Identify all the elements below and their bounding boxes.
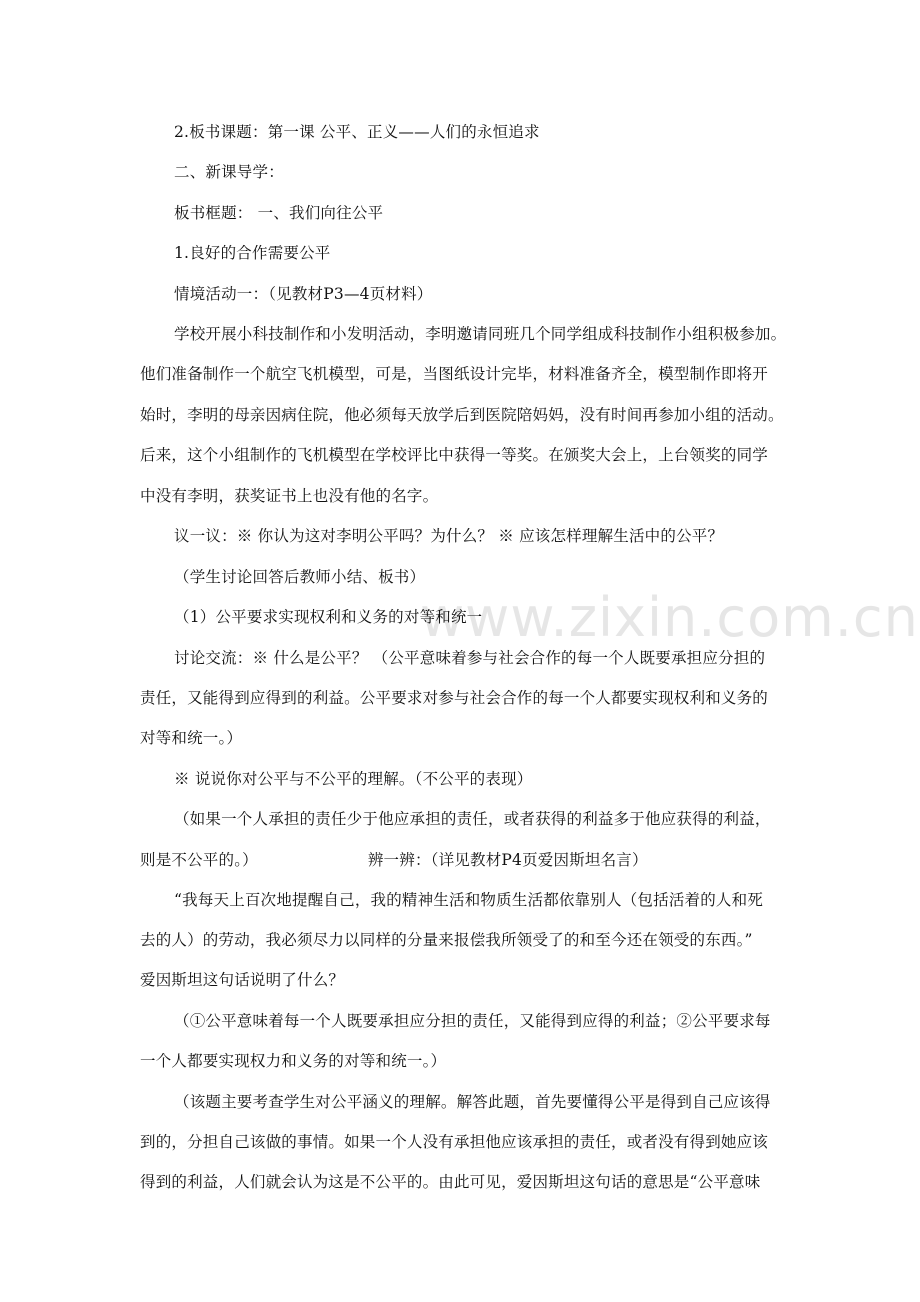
answer-paragraph-line: 一个人都要实现权力和义务的对等和统一。） bbox=[140, 1052, 447, 1070]
frame-title-line: 板书框题： 一、我们向往公平 bbox=[174, 204, 384, 222]
explanation-paragraph-line: （如果一个人承担的责任少于他应承担的责任，或者获得的利益多于他应获得的利益， bbox=[174, 810, 771, 828]
exchange-paragraph-line: 对等和统一。） bbox=[140, 729, 243, 747]
question-line: ※ 说说你对公平与不公平的理解。（不公平的表现） bbox=[174, 770, 533, 788]
answer-paragraph-line: （①公平意味着每一个人既要承担应分担的责任，又能得到应得的利益；②公平要求每 bbox=[174, 1012, 771, 1030]
exchange-paragraph-line: 讨论交流：※ 什么是公平？ （公平意味着参与社会合作的每一个人既要承担应分担的 bbox=[174, 649, 766, 667]
watermark-text: www.zixin.com.cn bbox=[420, 586, 919, 649]
explanation-end-text: 则是不公平的。） bbox=[140, 851, 258, 869]
story-paragraph-line: 始时，李明的母亲因病住院，他必须每天放学后到医院陪妈妈，没有时间再参加小组的活动。 bbox=[140, 406, 784, 424]
point-heading-line: （1）公平要求实现权利和义务的对等和统一 bbox=[174, 608, 483, 626]
discussion-question-line: 议一议：※ 你认为这对李明公平吗？为什么？ ※ 应该怎样理解生活中的公平？ bbox=[174, 527, 724, 545]
quote-paragraph-line: 爱因斯坦这句话说明了什么？ bbox=[140, 971, 345, 989]
lesson-title-line: 2.板书课题：第一课 公平、正义——人们的永恒追求 bbox=[174, 123, 540, 141]
teacher-note-line: （学生讨论回答后教师小结、板书） bbox=[174, 568, 426, 586]
exchange-paragraph-line: 责任，又能得到应得到的利益。公平要求对参与社会合作的每一个人都要实现权利和义务的 bbox=[140, 689, 769, 707]
subheading-line: 1.良好的合作需要公平 bbox=[174, 244, 331, 262]
story-paragraph-line: 他们准备制作一个航空飞机模型，可是，当图纸设计完毕，材料准备齐全，模型制作即将开 bbox=[140, 365, 769, 383]
section-heading: 二、新课导学： bbox=[174, 163, 284, 181]
analysis-paragraph-line: 得到的利益，人们就会认为这是不公平的。由此可见，爱因斯坦这句话的意思是“公平意味 bbox=[140, 1173, 761, 1191]
debate-prompt-text: 辨一辨：（详见教材P4页爱因斯坦名言） bbox=[367, 851, 648, 869]
quote-paragraph-line: “我每天上百次地提醒自己，我的精神生活和物质生活都依靠别人（包括活着的人和死 bbox=[174, 891, 764, 909]
story-paragraph-line: 后来，这个小组制作的飞机模型在学校评比中获得一等奖。在颁奖大会上，上台领奖的同学 bbox=[140, 446, 769, 464]
activity-line: 情境活动一：（见教材P3—4页材料） bbox=[174, 285, 433, 303]
story-paragraph-line: 中没有李明，获奖证书上也没有他的名字。 bbox=[140, 487, 439, 505]
analysis-paragraph-line: （该题主要考查学生对公平涵义的理解。解答此题，首先要懂得公平是得到自己应该得 bbox=[174, 1093, 771, 1111]
quote-paragraph-line: 去的人）的劳动，我必须尽力以同样的分量来报偿我所领受了的和至今还在领受的东西。” bbox=[140, 931, 753, 949]
story-paragraph-line: 学校开展小科技制作和小发明活动，李明邀请同班几个同学组成科技制作小组积极参加。 bbox=[174, 325, 787, 343]
explanation-paragraph-line bbox=[140, 850, 790, 870]
analysis-paragraph-line: 到的，分担自己该做的事情。如果一个人没有承担他应该承担的责任，或者没有得到她应该 bbox=[140, 1133, 769, 1151]
